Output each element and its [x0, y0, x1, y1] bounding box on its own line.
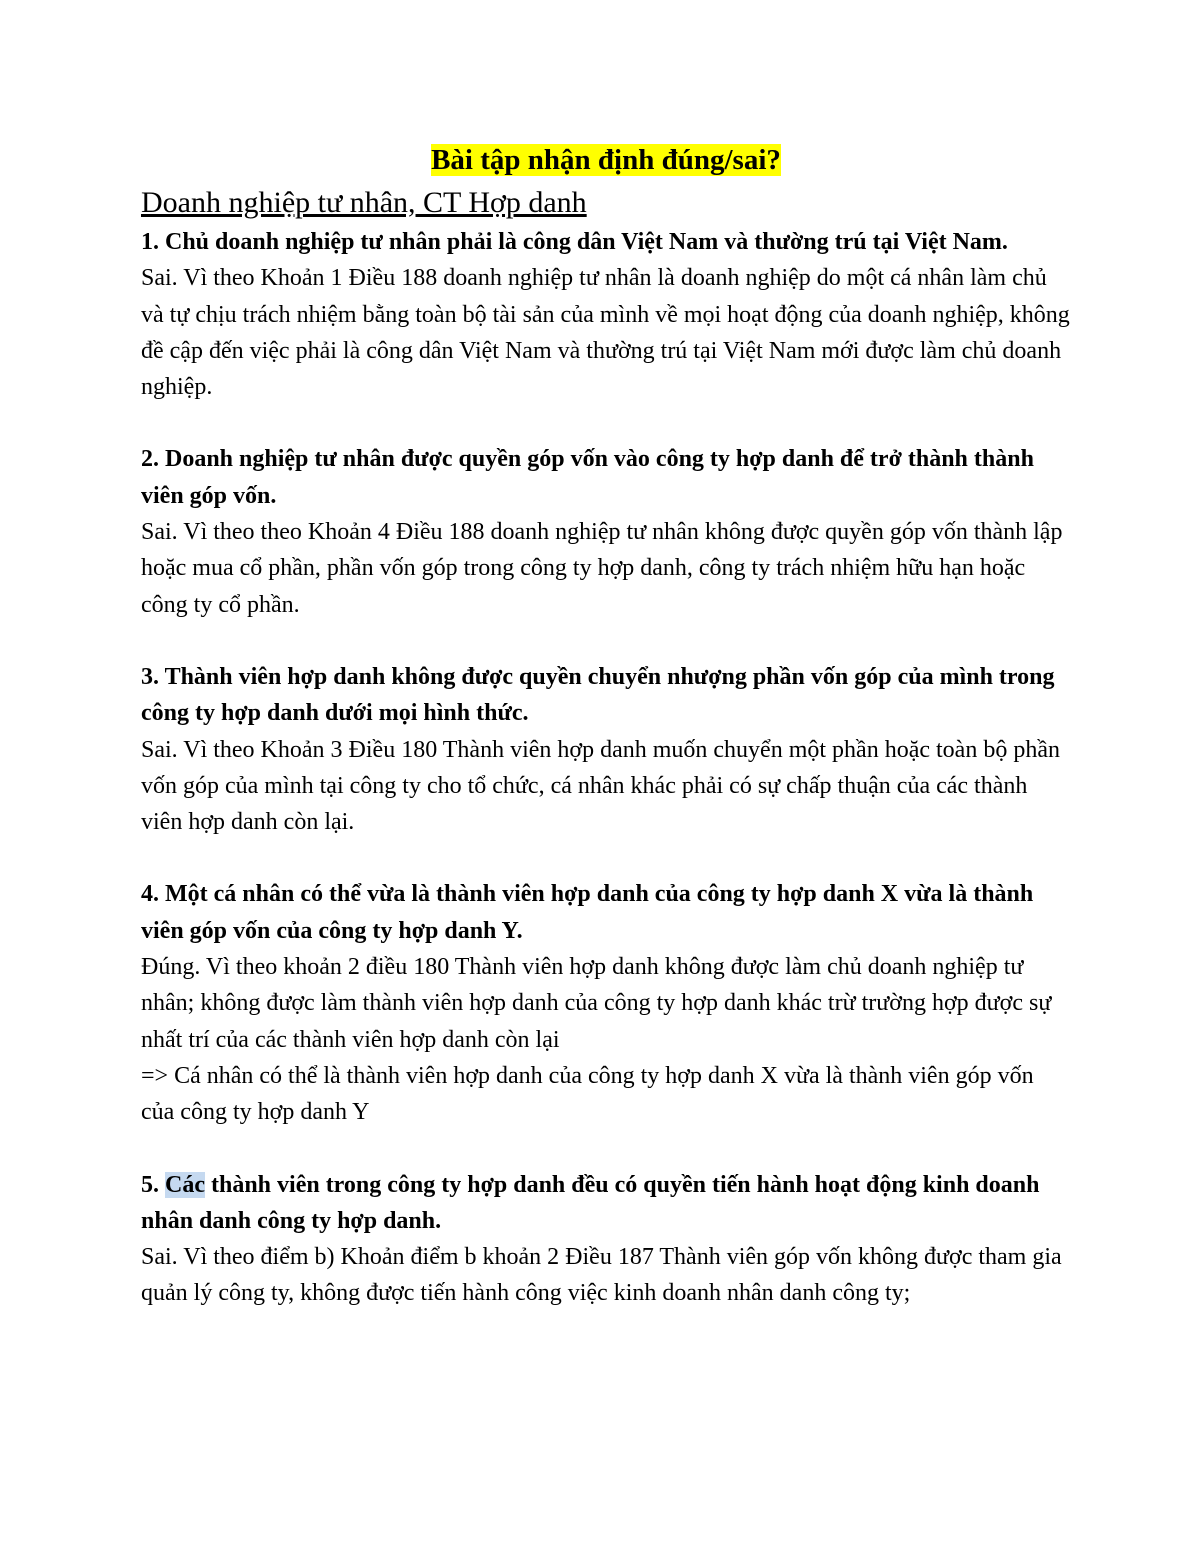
list-item — [141, 1167, 1071, 1312]
question-1: 1. Chủ doanh nghiệp tư nhân phải là công dân Việt Nam và thường trú tại Việt Nam. — [141, 229, 1008, 255]
question-4: 4. Một cá nhân có thể vừa là thành viên hợp danh của công ty hợp danh X vừa là thành viên góp vốn của công ty hợp danh Y. — [141, 881, 1034, 944]
list-item — [141, 876, 1071, 1130]
document-page — [141, 138, 1071, 1312]
answer-2: Sai. Vì theo theo Khoản 4 Điều 188 doanh nghiệp tư nhân không được quyền góp vốn thành lập hoặc mua cổ phần, phần vốn góp trong công ty hợp danh, công ty trách nhiệm hữu hạn hoặc công ty cổ phần. — [141, 519, 1063, 618]
question-5-prefix: 5. — [141, 1171, 165, 1198]
answer-5: Sai. Vì theo điểm b) Khoản điểm b khoản 2 Điều 187 Thành viên góp vốn không được tham gia quản lý công ty, không được tiến hành công việc kinh doanh nhân danh công ty; — [141, 1244, 1062, 1307]
list-item — [141, 224, 1071, 405]
question-5 — [141, 1167, 1071, 1240]
document-title: Bài tập nhận định đúng/sai? — [431, 144, 781, 176]
title-line — [141, 138, 1071, 182]
conclusion-4: => Cá nhân có thể là thành viên hợp danh của công ty hợp danh X vừa là thành viên góp vốn của công ty hợp danh Y — [141, 1062, 1034, 1126]
answer-3: Sai. Vì theo Khoản 3 Điều 180 Thành viên hợp danh muốn chuyển một phần hoặc toàn bộ phần vốn góp của mình tại công ty cho tổ chức, cá nhân khác phải có sự chấp thuận của các thành viên hợp danh còn lại. — [141, 736, 1060, 836]
section-heading: Doanh nghiệp tư nhân, CT Hợp danh — [141, 186, 587, 219]
question-5-rest: thành viên trong công ty hợp danh đều có quyền tiến hành hoạt động kinh doanh nhân danh công ty hợp danh. — [141, 1171, 1040, 1234]
question-3: 3. Thành viên hợp danh không được quyền chuyển nhượng phần vốn góp của mình trong công ty hợp danh dưới mọi hình thức. — [141, 663, 1055, 727]
selected-text[interactable]: Các — [165, 1171, 205, 1198]
question-2: 2. Doanh nghiệp tư nhân được quyền góp vốn vào công ty hợp danh để trở thành thành viên góp vốn. — [141, 446, 1034, 509]
answer-4: Đúng. Vì theo khoản 2 điều 180 Thành viên hợp danh không được làm chủ doanh nghiệp tư nhân; không được làm thành viên hợp danh của công ty hợp danh khác trừ trường hợp được sự nhất trí của các thành viên hợp danh còn lại — [141, 954, 1052, 1053]
list-item — [141, 441, 1071, 622]
answer-1: Sai. Vì theo Khoản 1 Điều 188 doanh nghiệp tư nhân là doanh nghiệp do một cá nhân làm chủ và tự chịu trách nhiệm bằng toàn bộ tài sản của mình về mọi hoạt động của doanh nghiệp, không đề cập đến việc phải là công dân Việt Nam và thường trú tại Việt Nam mới được làm chủ doanh nghiệp. — [141, 265, 1070, 401]
list-item — [141, 659, 1071, 840]
